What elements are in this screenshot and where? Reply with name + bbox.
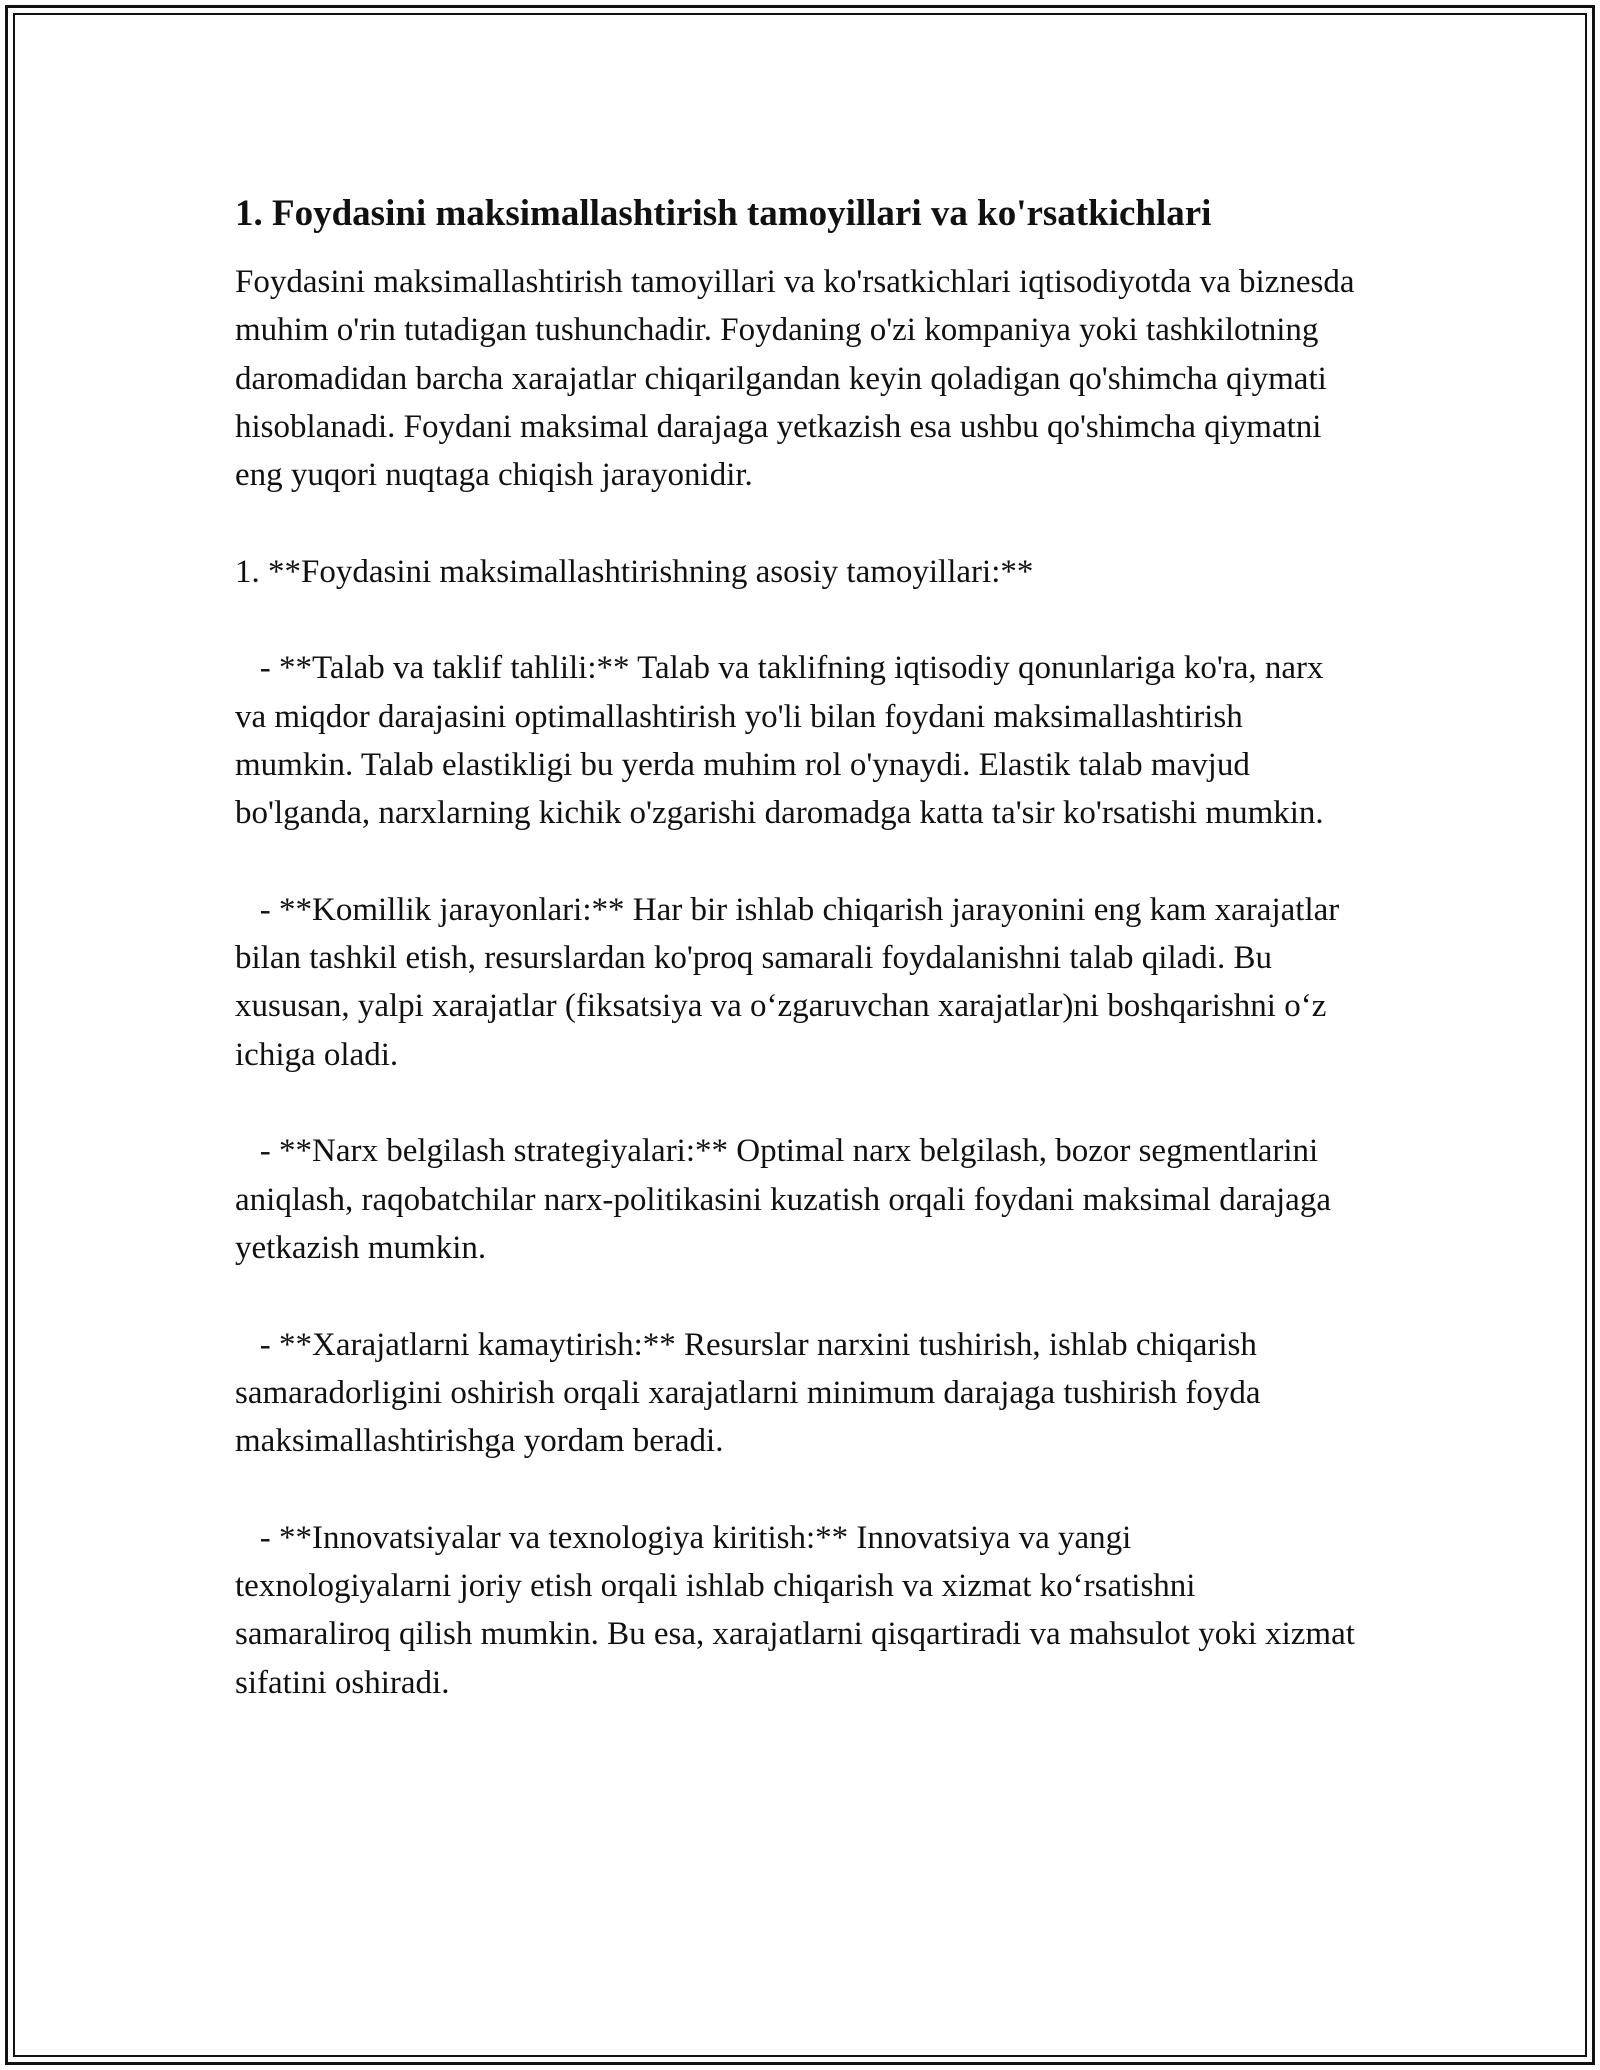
list-item-cost-reduction: - **Xarajatlarni kamaytirish:** Resurslar narxini tushirish, ishlab chiqarish samaradorligini oshirish orqali xarajatlarni minimum darajaga tushirish foyda maksimallashtirishga yordam beradi. [235, 1326, 1269, 1460]
document-page [235, 188, 1364, 1707]
paragraph-spacer [235, 1272, 1355, 1320]
paragraph-spacer [235, 596, 1355, 644]
list-item-pricing: - **Narx belgilash strategiyalari:** Optimal narx belgilash, bozor segmentlarini aniqlash, raqobatchilar narx-politikasini kuzatish orqali foydani maksimal darajaga yetkazish mumkin. [235, 1133, 1340, 1266]
intro-paragraph: Foydasini maksimallashtirish tamoyillari va ko'rsatkichlari iqtisodiyotda va biznesda muhim o'rin tutadigan tushunchadir. Foydaning o'zi kompaniya yoki tashkilotning daromadidan barcha xarajatlar chiqarilgandan keyin qoladigan qo'shimcha qiymati hisoblanadi. Foydani maksimal darajaga yetkazish esa ushbu qo'shimcha qiymatni eng yuqori nuqtaga chiqish jarayonidir. [235, 264, 1363, 494]
section-heading: 1. **Foydasini maksimallashtirishning asosiy tamoyillari:** [235, 553, 1034, 590]
paragraph-spacer [235, 1465, 1355, 1513]
list-item-innovation: - **Innovatsiyalar va texnologiya kiritish:** Innovatsiya va yangi texnologiyalarni joriy etish orqali ishlab chiqarish va xizmat ko‘rsatishni samaraliroq qilish mumkin. Bu esa, xarajatlarni qisqartiradi va mahsulot yoki xizmat sifatini oshiradi. [235, 1519, 1364, 1701]
paragraph-spacer [235, 838, 1355, 886]
list-item-demand-supply: - **Talab va taklif tahlili:** Talab va taklifning iqtisodiy qonunlariga ko'ra, narx va miqdor darajasini optimallashtirish yo'li bilan foydani maksimallashtirish mumkin. Talab elastikligi bu yerda muhim rol o'ynaydi. Elastik talab mavjud bo'lganda, narxlarning kichik o'zgarishi daromadga katta ta'sir ko'rsatishi mumkin. [235, 650, 1332, 832]
document-title: 1. Foydasini maksimallashtirish tamoyillari va ko'rsatkichlari [235, 193, 1212, 234]
paragraph-spacer [235, 1079, 1355, 1127]
list-item-processes: - **Komillik jarayonlari:** Har bir ishlab chiqarish jarayonini eng kam xarajatlar bilan tashkil etish, resurslardan ko'proq samarali foydalanishni talab qiladi. Bu xususan, yalpi xarajatlar (fiksatsiya va o‘zgaruvchan xarajatlar)ni boshqarishni o‘z ichiga oladi. [235, 891, 1348, 1073]
paragraph-spacer [235, 499, 1355, 547]
